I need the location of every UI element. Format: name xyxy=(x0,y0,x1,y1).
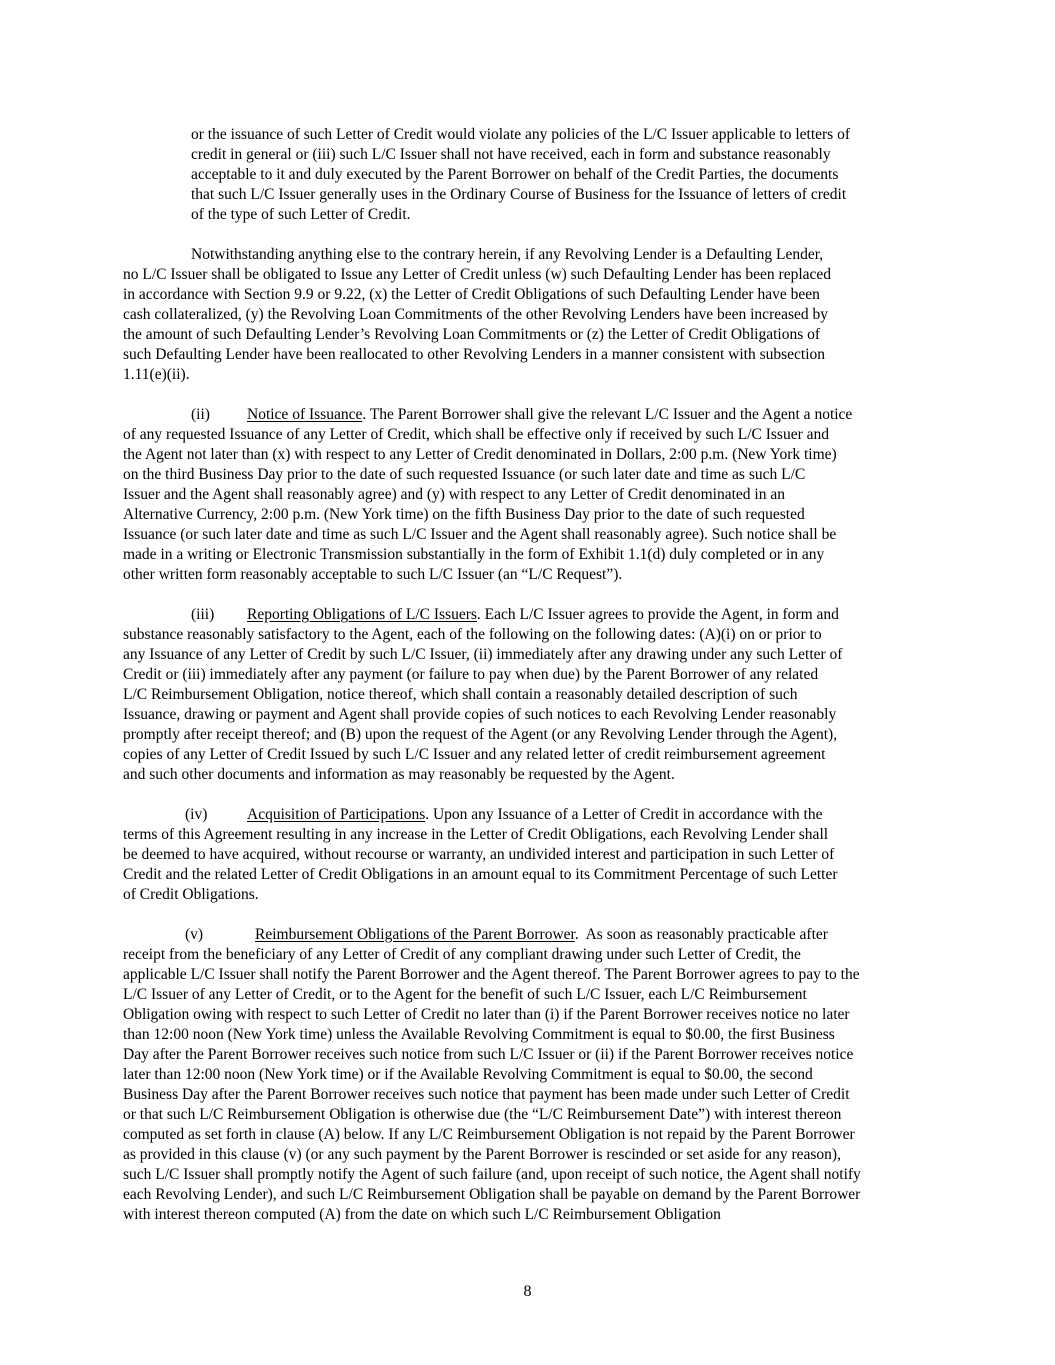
page-number: 8 xyxy=(523,1283,532,1300)
text-line: of Credit Obligations. xyxy=(123,886,259,903)
section-number: (iv) xyxy=(185,806,208,823)
section-heading: Reimbursement Obligations of the Parent Borrower xyxy=(255,926,575,943)
text-line: copies of any Letter of Credit Issued by such L/C Issuer and any related letter of credit reimbursement agreement xyxy=(123,746,826,763)
text-line: as provided in this clause (v) (or any such payment by the Parent Borrower is rescinded or set aside for any reason), xyxy=(123,1146,841,1163)
section-notice-of-issuance xyxy=(123,405,852,585)
text-line: any Issuance of any Letter of Credit by such L/C Issuer, (ii) immediately after any drawing under any such Letter of xyxy=(123,646,843,663)
text-line: Issuance (or such later date and time as such L/C Issuer and the Agent shall reasonably agree). Such notice shall be xyxy=(123,526,837,543)
text-line: Credit and the related Letter of Credit Obligations in an amount equal to its Commitment Percentage of such Letter xyxy=(123,866,838,883)
text-line: the Agent not later than (x) with respect to any Letter of Credit denominated in Dollars, 2:00 p.m. (New York time) xyxy=(123,446,837,463)
section-first-line-text: . As soon as reasonably practicable after xyxy=(574,926,828,943)
section-number: (iii) xyxy=(191,606,215,623)
text-line: Issuance, drawing or payment and Agent shall provide copies of such notices to each Revolving Lender reasonably xyxy=(123,706,837,723)
text-line: of any requested Issuance of any Letter of Credit, which shall be effective only if received by such L/C Issuer and xyxy=(123,426,830,443)
text-line: or the issuance of such Letter of Credit would violate any policies of the L/C Issuer applicable to letters of xyxy=(191,126,850,143)
text-line: Day after the Parent Borrower receives such notice from such L/C Issuer or (ii) if the Parent Borrower receives notice xyxy=(123,1046,854,1063)
text-line: credit in general or (iii) such L/C Issuer shall not have received, each in form and substance reasonably xyxy=(191,146,831,163)
text-line: computed as set forth in clause (A) below. If any L/C Reimbursement Obligation is not repaid by the Parent Borrower xyxy=(123,1126,855,1143)
text-line: each Revolving Lender), and such L/C Reimbursement Obligation shall be payable on demand by the Parent Borrower xyxy=(123,1186,861,1203)
section-heading: Acquisition of Participations xyxy=(247,806,426,823)
text-line: on the third Business Day prior to the date of such requested Issuance (or such later date and time as such L/C xyxy=(123,466,806,483)
text-line: Business Day after the Parent Borrower receives such notice that payment has been made under such Letter of Credit xyxy=(123,1086,850,1103)
text-line: 1.11(e)(ii). xyxy=(123,366,190,383)
text-line: Notwithstanding anything else to the contrary herein, if any Revolving Lender is a Defaulting Lender, xyxy=(191,246,824,263)
text-line: in accordance with Section 9.9 or 9.22, (x) the Letter of Credit Obligations of such Defaulting Lender have been xyxy=(123,286,820,303)
continuation-paragraph xyxy=(191,125,850,225)
section-heading: Reporting Obligations of L/C Issuers xyxy=(247,606,477,623)
text-line: Obligation owing with respect to such Letter of Credit no later than (i) if the Parent Borrower receives notice no later xyxy=(123,1006,850,1023)
text-line: such L/C Issuer shall promptly notify the Agent of such failure (and, upon receipt of such notice, the Agent shall notify xyxy=(123,1166,861,1183)
text-line: be deemed to have acquired, without recourse or warranty, an undivided interest and participation in such Letter of xyxy=(123,846,835,863)
text-line: or that such L/C Reimbursement Obligation is otherwise due (the “L/C Reimbursement Date”) with interest thereon xyxy=(123,1106,842,1123)
section-first-line xyxy=(123,805,838,825)
section-reporting-obligations xyxy=(123,605,842,785)
text-line: applicable L/C Issuer shall notify the Parent Borrower and the Agent thereof. The Parent Borrower agrees to pay to the xyxy=(123,966,860,983)
text-line: acceptable to it and duly executed by the Parent Borrower on behalf of the Credit Parties, the documents xyxy=(191,166,839,183)
text-line: the amount of such Defaulting Lender’s Revolving Loan Commitments or (z) the Letter of Credit Obligations of xyxy=(123,326,821,343)
text-line: cash collateralized, (y) the Revolving Loan Commitments of the other Revolving Lenders have been increased by xyxy=(123,306,829,323)
text-line: Issuer and the Agent shall reasonably agree) and (y) with respect to any Letter of Credit denominated in an xyxy=(123,486,785,503)
section-first-line xyxy=(123,605,842,625)
text-line: promptly after receipt thereof; and (B) upon the request of the Agent (or any Revolving Lender through the Agent), xyxy=(123,726,838,743)
text-line: receipt from the beneficiary of any Letter of Credit of any compliant drawing under such Letter of Credit, the xyxy=(123,946,801,963)
section-number: (ii) xyxy=(191,406,210,423)
section-number: (v) xyxy=(185,926,204,943)
section-heading: Notice of Issuance xyxy=(247,406,363,423)
text-line: that such L/C Issuer generally uses in the Ordinary Course of Business for the Issuance of letters of credit xyxy=(191,186,847,203)
section-first-line xyxy=(123,405,852,425)
text-line: and such other documents and information as may reasonably be requested by the Agent. xyxy=(123,766,675,783)
text-line: with interest thereon computed (A) from the date on which such L/C Reimbursement Obligation xyxy=(123,1206,721,1223)
text-line: other written form reasonably acceptable to such L/C Issuer (an “L/C Request”). xyxy=(123,566,623,583)
text-line: terms of this Agreement resulting in any increase in the Letter of Credit Obligations, each Revolving Lender shall xyxy=(123,826,829,843)
defaulting-lender-paragraph xyxy=(123,245,831,385)
text-line: than 12:00 noon (New York time) unless the Available Revolving Commitment is equal to $0.00, the first Business xyxy=(123,1026,835,1043)
text-line: made in a writing or Electronic Transmission substantially in the form of Exhibit 1.1(d) duly completed or in any xyxy=(123,546,825,563)
text-line: L/C Reimbursement Obligation, notice thereof, which shall contain a reasonably detailed description of such xyxy=(123,686,798,703)
text-line: no L/C Issuer shall be obligated to Issue any Letter of Credit unless (w) such Defaulting Lender has been replaced xyxy=(123,266,832,283)
text-line: substance reasonably satisfactory to the Agent, each of the following on the following dates: (A)(i) on or prior to xyxy=(123,626,822,643)
text-line: Credit or (iii) immediately after any payment (or failure to pay when due) by the Parent Borrower of any related xyxy=(123,666,819,683)
section-first-line-text: . The Parent Borrower shall give the relevant L/C Issuer and the Agent a notice xyxy=(362,406,853,423)
section-first-line-text: . Upon any Issuance of a Letter of Credit in accordance with the xyxy=(425,806,823,823)
text-line: of the type of such Letter of Credit. xyxy=(191,206,411,223)
section-acquisition-of-participations xyxy=(123,805,838,905)
text-line: L/C Issuer of any Letter of Credit, or to the Agent for the benefit of such L/C Issuer, each L/C Reimbursement xyxy=(123,986,807,1003)
text-line: Alternative Currency, 2:00 p.m. (New York time) on the fifth Business Day prior to the date of such requested xyxy=(123,506,805,523)
text-line: such Defaulting Lender have been reallocated to other Revolving Lenders in a manner consistent with subsection xyxy=(123,346,826,363)
section-first-line-text: . Each L/C Issuer agrees to provide the Agent, in form and xyxy=(476,606,839,623)
section-reimbursement-obligations xyxy=(123,925,861,1225)
section-first-line xyxy=(123,925,861,945)
text-line: later than 12:00 noon (New York time) or if the Available Revolving Commitment is equal to $0.00, the second xyxy=(123,1066,813,1083)
